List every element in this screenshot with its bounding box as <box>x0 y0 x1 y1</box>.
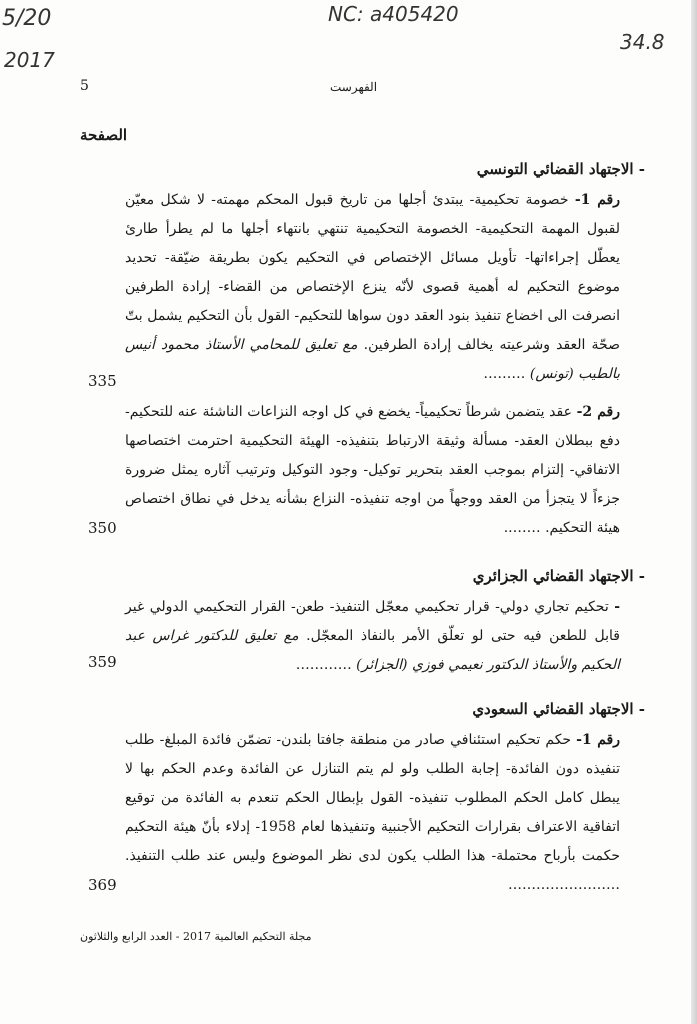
toc-entry <box>125 593 620 680</box>
journal-footer: مجلة التحكيم العالمية 2017 - العدد الرابع والثلاثون <box>80 930 312 943</box>
entry-text: تحكيم تجاري دولي- قرار تحكيمي معجّل التنفيذ- طعن- القرار التحكيمي الدولي غير قابل للطعن فيه حتى لو تعلّق الأمر بالنفاذ المعجّل. <box>125 599 620 644</box>
entry-page: 335 <box>88 372 117 390</box>
entry-number: رقم 1- <box>574 192 620 208</box>
dot-leader: …………………… <box>508 877 620 893</box>
entry-page: 369 <box>88 876 117 894</box>
dot-leader: ……… <box>483 366 526 382</box>
page-number: 5 <box>80 78 89 94</box>
handwritten-page-mark: 34.8 <box>620 30 665 54</box>
page-edge <box>691 0 697 1024</box>
entry-page: 350 <box>88 519 117 537</box>
section-heading-tunisian: - الاجتهاد القضائي التونسي <box>476 160 645 178</box>
entry-text: خصومة تحكيمية- يبتدئ أجلها من تاريخ قبول المحكم مهمته- لا شكل معيّن لقبول المهمة التحكيمية- الخصومة التحكيمية تنتهي بانتهاء أجلها ما لم يطرأ طارئ يعطّل إجراءاتها- تأويل مسائل الإختصاص في التحكيم يكون بطريقة ضيّقة- تحديد موضوع التحكيم له أهمية قصوى لأنّه ينزع الإختصاص من القضاء- إرادة الطرفين انصرفت الى اخضاع تنفيذ بنود العقد دون سواها للتحكيم- القول بأن التحكيم يشمل بتّ صحّة العقد وشرعيته يخالف إرادة الطرفين. <box>125 192 620 353</box>
section-heading-algerian: - الاجتهاد القضائي الجزائري <box>472 567 645 585</box>
entry-commentary: مع تعليق للدكتور غراس عبد الحكيم والأستاذ الدكتور نعيمي فوزي (الجزائر) <box>125 628 620 673</box>
toc-title: الفهرست <box>330 80 378 94</box>
entry-text: عقد يتضمن شرطاً تحكيمياً- يخضع في كل اوجه النزاعات الناشئة عنه للتحكيم- دفع ببطلان العقد- مسألة وثيقة الارتباط بتنفيذه- الهيئة التحكيمية احترمت اختصاصها الاتفاقي- إلتزام بموجب العقد بتحرير توكيل- وجود التوكيل وترتيب آثاره يمثل ضرورة جزءاً لا يتجزأ من العقد ووجهاً من اوجه تنفيذه- النزاع بشأنه يدخل في نطاق اختصاص هيئة التحكيم. <box>125 404 620 536</box>
entry-number: رقم 1- <box>576 732 621 748</box>
page-column-label: الصفحة <box>80 126 128 144</box>
entry-page: 359 <box>88 653 117 671</box>
handwritten-catalog-number: NC: a405420 <box>328 2 459 26</box>
entry-number: رقم 2- <box>576 404 621 420</box>
dot-leader: ………… <box>295 657 352 673</box>
entry-commentary: مع تعليق للمحامي الأستاذ محمود أنيس بالطيب (تونس) <box>125 337 620 382</box>
toc-entry <box>125 398 620 543</box>
entry-text: حكم تحكيم استئنافي صادر من منطقة جافتا بلندن- تضمّن فائدة المبلغ- طلب تنفيذه دون الفائدة- إجابة الطلب ولو لم يتم التنازل عن الفائدة وعدم الحكم بها لا يبطل كامل الحكم المطلوب تنفيذه- القول بإبطال الحكم تنعدم به الفائدة من توقيع اتفاقية الاعتراف بقرارات التحكيم الأجنبية وتنفيذها لعام 1958- إدلاء بأنّ هيئة التحكيم حكمت بأرباح محتملة- هذا الطلب يكون لدى نظر الموضوع وليس عند طلب التنفيذ. <box>125 732 620 864</box>
section-heading-saudi: - الاجتهاد القضائي السعودي <box>472 700 645 718</box>
entry-number: - <box>614 599 621 615</box>
toc-entry <box>125 726 620 900</box>
handwritten-date: 5/20 <box>2 6 52 31</box>
handwritten-year: 2017 <box>4 48 55 72</box>
dot-leader: …….. <box>503 520 541 536</box>
toc-entry <box>125 186 620 389</box>
